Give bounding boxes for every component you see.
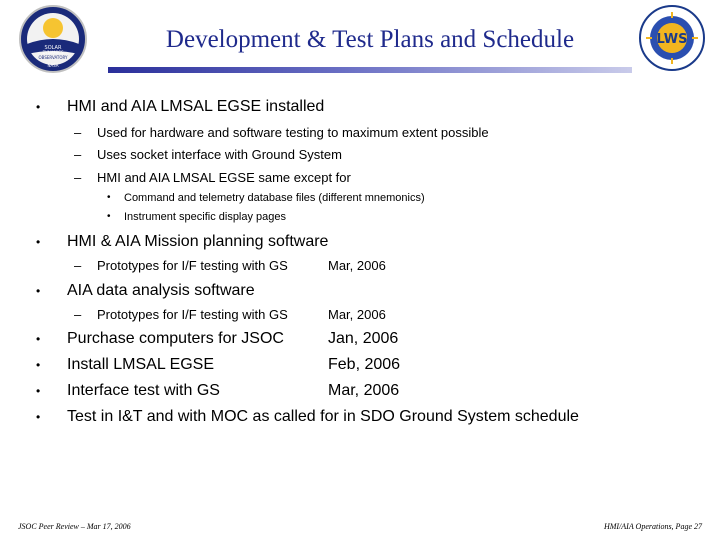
bullet-icon: • — [36, 358, 41, 372]
dash-icon: – — [74, 170, 82, 185]
svg-text:SOLAR: SOLAR — [44, 45, 62, 51]
sdo-logo — [18, 4, 88, 74]
dash-icon: – — [74, 258, 82, 273]
sub-bullet-prototypes-analysis: Prototypes for I/F testing with GS — [97, 307, 288, 322]
sub-bullet-prototypes-planning: Prototypes for I/F testing with GS — [97, 258, 288, 273]
bullet-icon: • — [36, 384, 41, 398]
sub-bullet-same-except: HMI and AIA LMSAL EGSE same except for — [97, 170, 351, 185]
bullet-mission-planning: HMI & AIA Mission planning software — [67, 233, 329, 250]
title-underline-bar — [108, 67, 632, 73]
date-install-egse: Feb, 2006 — [328, 356, 401, 373]
bullet-test-it-moc: Test in I&T and with MOC as called for in SDO Ground System schedule — [67, 408, 579, 425]
sub-sub-bullet-database-files: Command and telemetry database files (different mnemonics) — [124, 192, 425, 204]
dash-icon: – — [74, 147, 82, 162]
bullet-icon: • — [107, 211, 111, 222]
sub-sub-bullet-display-pages: Instrument specific display pages — [124, 211, 287, 223]
date-prototypes-planning: Mar, 2006 — [328, 258, 386, 273]
sub-bullet-hw-sw-testing: Used for hardware and software testing to maximum extent possible — [97, 125, 489, 140]
date-interface-test: Mar, 2006 — [328, 382, 400, 399]
bullet-interface-test: Interface test with GS — [67, 382, 220, 399]
sub-bullet-socket-interface: Uses socket interface with Ground System — [97, 147, 342, 162]
bullet-icon: • — [36, 235, 41, 249]
svg-text:DYNAMICS: DYNAMICS — [42, 50, 64, 55]
bullet-icon: • — [36, 100, 41, 114]
date-prototypes-analysis: Mar, 2006 — [328, 307, 386, 322]
svg-text:NASA: NASA — [47, 63, 59, 68]
footer-left: JSOC Peer Review – Mar 17, 2006 — [18, 522, 131, 531]
bullet-icon: • — [36, 332, 41, 346]
bullet-egse-installed: HMI and AIA LMSAL EGSE installed — [67, 98, 325, 115]
bullet-icon: • — [36, 284, 41, 298]
bullet-icon: • — [36, 410, 41, 424]
page-title: Development & Test Plans and Schedule — [165, 26, 575, 53]
svg-text:OBSERVATORY: OBSERVATORY — [38, 55, 68, 60]
lws-logo — [638, 4, 706, 72]
footer-right: HMI/AIA Operations, Page 27 — [603, 522, 702, 531]
dash-icon: – — [74, 125, 82, 140]
bullet-install-egse: Install LMSAL EGSE — [67, 356, 215, 373]
bullet-purchase-computers: Purchase computers for JSOC — [67, 330, 284, 347]
bullet-aia-data-analysis: AIA data analysis software — [67, 282, 255, 299]
dash-icon: – — [74, 307, 82, 322]
svg-text:LWS: LWS — [656, 32, 688, 47]
bullet-icon: • — [107, 192, 111, 203]
date-purchase-computers: Jan, 2006 — [328, 330, 399, 347]
